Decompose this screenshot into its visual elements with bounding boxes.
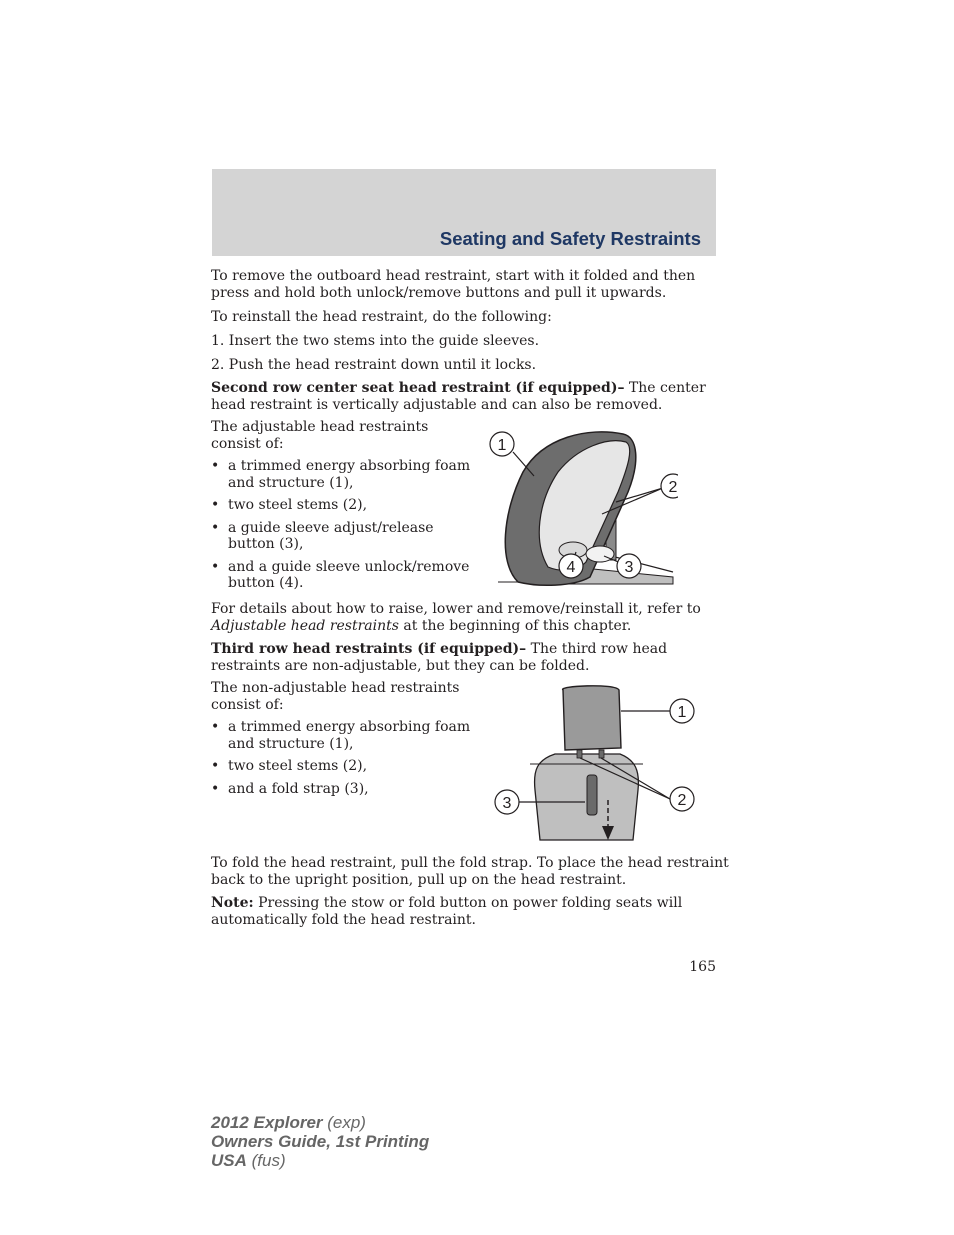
chapter-header-band — [212, 169, 716, 256]
third-row-head-restraint-figure — [485, 680, 705, 848]
step-1: 1. Insert the two stems into the guide sleeves. — [211, 333, 540, 349]
footer-region: USA — [211, 1151, 247, 1170]
bullet-dot: • — [211, 497, 220, 513]
bullet-text: a guide sleeve adjust/release — [228, 520, 434, 536]
chapter-title: Seating and Safety Restraints — [439, 228, 701, 249]
footer-line1 — [211, 1113, 429, 1132]
bullet-dot: • — [211, 520, 220, 536]
third-row-text-line2: restraints are non-adjustable, but they can be folded. — [211, 658, 590, 674]
bullet-text: and structure (1), — [228, 475, 354, 491]
footer-model-code: (exp) — [322, 1113, 366, 1132]
second-row-heading: Second row center seat head restraint (if equipped)– — [211, 380, 625, 396]
fold-instructions-line1: To fold the head restraint, pull the fold strap. To place the head restraint — [211, 855, 729, 871]
bullet-text: two steel stems (2), — [228, 758, 368, 774]
non-adjustable-intro-line1: The non-adjustable head restraints — [211, 680, 460, 696]
footer-line2: Owners Guide, 1st Printing — [211, 1132, 430, 1151]
note-line2: automatically fold the head restraint. — [211, 912, 476, 928]
paragraph-reinstall-intro: To reinstall the head restraint, do the following: — [211, 309, 552, 325]
bullet-text: a trimmed energy absorbing foam — [228, 719, 471, 735]
footer-line3 — [211, 1151, 429, 1170]
note-line1 — [211, 895, 682, 912]
callout-number: 3 — [502, 795, 512, 812]
bullet-text: and a fold strap (3), — [228, 781, 369, 797]
cross-reference: Adjustable head restraints — [211, 618, 399, 634]
bullet-text: button (4). — [228, 575, 304, 591]
bullet-dot: • — [211, 781, 220, 797]
step-2: 2. Push the head restraint down until it locks. — [211, 357, 537, 373]
fold-instructions-line2: back to the upright position, pull up on the head restraint. — [211, 872, 627, 888]
callout-number: 2 — [668, 479, 678, 496]
second-row-heading-line — [211, 380, 706, 397]
third-row-heading-line — [211, 641, 667, 658]
non-adjustable-intro-line2: consist of: — [211, 697, 284, 713]
callout-number: 4 — [566, 559, 576, 576]
footer-model: 2012 Explorer — [211, 1113, 323, 1132]
third-row-text-start: The third row head — [526, 641, 668, 657]
bullet-text: two steel stems (2), — [228, 497, 368, 513]
bullet-dot: • — [211, 458, 220, 474]
callout-number: 2 — [677, 792, 687, 809]
center-head-restraint-figure — [478, 422, 678, 587]
adjustable-intro-line1: The adjustable head restraints — [211, 419, 429, 435]
details-line2 — [211, 618, 631, 635]
bullet-text: a trimmed energy absorbing foam — [228, 458, 471, 474]
bullet-dot: • — [211, 559, 220, 575]
note-text-start: Pressing the stow or fold button on power folding seats will — [253, 895, 683, 911]
note-label: Note: — [211, 895, 254, 911]
page-number: 165 — [689, 959, 716, 975]
third-row-heading: Third row head restraints (if equipped)– — [211, 641, 527, 657]
paragraph-remove-line2: press and hold both unlock/remove buttons and pull it upwards. — [211, 285, 667, 301]
bullet-text: and structure (1), — [228, 736, 354, 752]
bullet-dot: • — [211, 719, 220, 735]
bullet-text: and a guide sleeve unlock/remove — [228, 559, 470, 575]
second-row-text-start: The center — [624, 380, 706, 396]
callout-number: 1 — [677, 704, 687, 721]
second-row-text-line2: head restraint is vertically adjustable and can also be removed. — [211, 397, 663, 413]
callout-number: 1 — [497, 437, 507, 454]
paragraph-remove-line1: To remove the outboard head restraint, start with it folded and then — [211, 268, 696, 284]
details-rest: at the beginning of this chapter. — [398, 618, 632, 634]
details-line1: For details about how to raise, lower and remove/reinstall it, refer to — [211, 601, 701, 617]
adjustable-intro-line2: consist of: — [211, 436, 284, 452]
document-footer — [211, 1113, 429, 1170]
callout-number: 3 — [624, 559, 634, 576]
bullet-dot: • — [211, 758, 220, 774]
bullet-text: button (3), — [228, 536, 304, 552]
footer-region-code: (fus) — [246, 1151, 286, 1170]
